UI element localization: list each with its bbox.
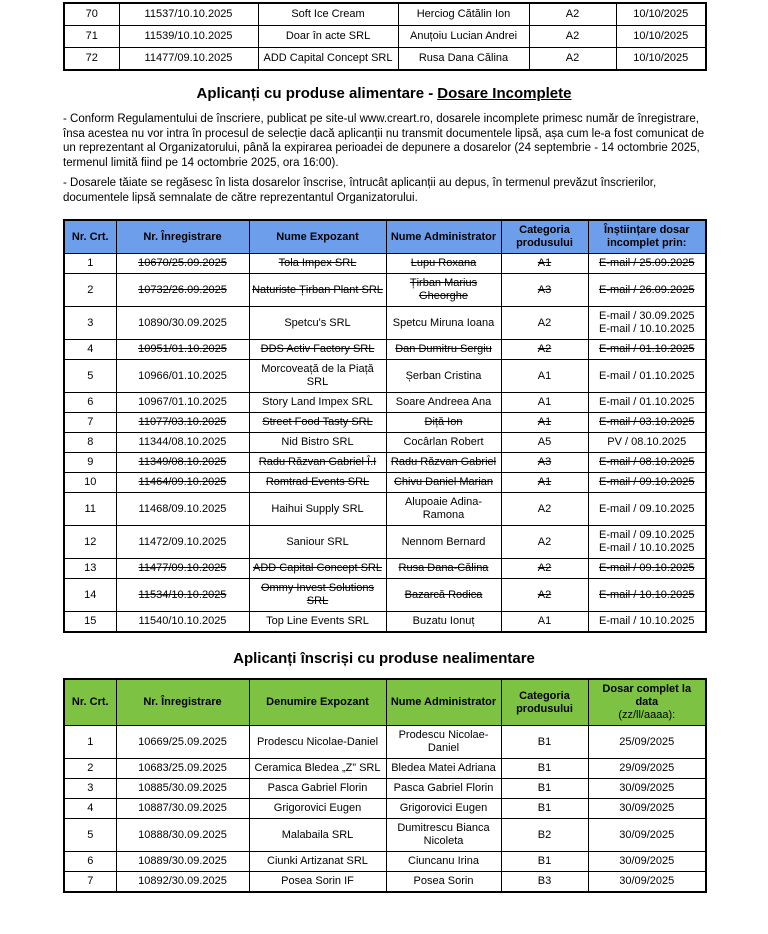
table-cell: 11477/09.10.2025 (116, 559, 249, 579)
table-cell: Nid Bistro SRL (249, 433, 386, 453)
table-cell: 7 (64, 413, 116, 433)
table-cell: 15 (64, 612, 116, 633)
table-cell: 30/09/2025 (588, 872, 706, 893)
table-cell: E-mail / 03.10.2025 (588, 413, 706, 433)
table-cell: B1 (501, 726, 588, 759)
table-cell: Ceramica Bledea „Z” SRL (249, 759, 386, 779)
table-cell: 11 (64, 493, 116, 526)
table-cell: Grigorovici Eugen (386, 799, 501, 819)
table-cell: B1 (501, 779, 588, 799)
table-row (64, 413, 706, 433)
table-cell: E-mail / 09.10.2025 (588, 473, 706, 493)
header-row (64, 220, 706, 254)
table-cell: B3 (501, 872, 588, 893)
table-cell: Ommy Invest Solutions SRL (249, 579, 386, 612)
table-cell: Posea Sorin IF (249, 872, 386, 893)
table-cell: E-mail / 30.09.2025 E-mail / 10.10.2025 (588, 307, 706, 340)
table-cell: A1 (501, 473, 588, 493)
column-header: Denumire Expozant (249, 679, 386, 726)
table-cell: A2 (501, 579, 588, 612)
table-cell: Spetcu's SRL (249, 307, 386, 340)
table-cell: 3 (64, 779, 116, 799)
section-title-prefix: Aplicanți cu produse alimentare - (196, 85, 434, 102)
table-row (64, 26, 706, 48)
table-row (64, 433, 706, 453)
table-cell: 10892/30.09.2025 (116, 872, 249, 893)
table-cell: 11540/10.10.2025 (116, 612, 249, 633)
table-body (64, 3, 706, 70)
column-header: Nr. Crt. (64, 220, 116, 254)
table-cell: Chivu Daniel Marian (386, 473, 501, 493)
table-cell: 10/10/2025 (616, 48, 706, 71)
table-cell: Diță Ion (386, 413, 501, 433)
table-cell: 11472/09.10.2025 (116, 526, 249, 559)
table-cell: B2 (501, 819, 588, 852)
table-cell: A2 (501, 559, 588, 579)
table-cell: E-mail / 26.09.2025 (588, 274, 706, 307)
table-cell: Radu Răzvan Gabriel (386, 453, 501, 473)
table-header (64, 220, 706, 254)
table-cell: B1 (501, 852, 588, 872)
table-cell: Șerban Cristina (386, 360, 501, 393)
table-cell: 30/09/2025 (588, 852, 706, 872)
table-cell: 10890/30.09.2025 (116, 307, 249, 340)
table-cell: Top Line Events SRL (249, 612, 386, 633)
table-row (64, 559, 706, 579)
table-cell: A1 (501, 612, 588, 633)
table-cell: Bledea Matei Adriana (386, 759, 501, 779)
column-header: Înștiințare dosar incomplet prin: (588, 220, 706, 254)
column-header: Nume Administrator (386, 220, 501, 254)
table-cell: 30/09/2025 (588, 799, 706, 819)
table-cell: 12 (64, 526, 116, 559)
table-cell: Ciuncanu Irina (386, 852, 501, 872)
table-cell: Ciunki Artizanat SRL (249, 852, 386, 872)
food-applicants-table-continued (63, 2, 707, 71)
table-cell: ADD Capital Concept SRL (258, 48, 398, 71)
table-cell: Alupoaie Adina-Ramona (386, 493, 501, 526)
table-cell: Prodescu Nicolae-Daniel (386, 726, 501, 759)
table-row (64, 612, 706, 633)
table-cell: 3 (64, 307, 116, 340)
table-cell: Pasca Gabriel Florin (249, 779, 386, 799)
table-cell: 10889/30.09.2025 (116, 852, 249, 872)
table-cell: Lupu Roxana (386, 254, 501, 274)
table-cell: 30/09/2025 (588, 819, 706, 852)
table-cell: 72 (64, 48, 119, 71)
table-row (64, 274, 706, 307)
table-row (64, 453, 706, 473)
table-cell: A2 (529, 3, 616, 26)
table-row (64, 779, 706, 799)
table-cell: E-mail / 10.10.2025 (588, 579, 706, 612)
table-cell: 10/10/2025 (616, 26, 706, 48)
table-cell: E-mail / 09.10.2025 (588, 493, 706, 526)
table-row (64, 360, 706, 393)
table-cell: 11468/09.10.2025 (116, 493, 249, 526)
table-cell: Rusa Dana Călina (398, 48, 529, 71)
table-cell: 2 (64, 759, 116, 779)
table-cell: E-mail / 01.10.2025 (588, 393, 706, 413)
table-cell: A1 (501, 393, 588, 413)
table-cell: ADD Capital Concept SRL (249, 559, 386, 579)
table-row (64, 254, 706, 274)
table-cell: 2 (64, 274, 116, 307)
section-title-incomplete-dossiers (63, 85, 705, 102)
table-cell: E-mail / 08.10.2025 (588, 453, 706, 473)
table-cell: Romtrad Events SRL (249, 473, 386, 493)
column-header: Nr. Înregistrare (116, 220, 249, 254)
table-cell: 10885/30.09.2025 (116, 779, 249, 799)
table-cell: A1 (501, 254, 588, 274)
table-cell: 10887/30.09.2025 (116, 799, 249, 819)
table-row (64, 726, 706, 759)
table-cell: 6 (64, 852, 116, 872)
header-row (64, 679, 706, 726)
table-cell: 1 (64, 254, 116, 274)
table-cell: DDS Activ Factory SRL (249, 340, 386, 360)
table-cell: 71 (64, 26, 119, 48)
column-header: Nr. Crt. (64, 679, 116, 726)
table-cell: B1 (501, 799, 588, 819)
column-header: Categoria produsului (501, 679, 588, 726)
table-body (64, 254, 706, 633)
table-cell: Morcoveață de la Piață SRL (249, 360, 386, 393)
note-paragraph-regulation: - Conform Regulamentului de înscriere, publicat pe site-ul www.creart.ro, dosarele incomplete primesc număr de înregistrare, însa acestea nu vor intra în procesul de selecție dacă aplicanții nu transmit documentele lipsă, așa cum le-a fost comunicat de un reprezentant al Organizatorului, până la expirarea perioadei de depunere a dosarelor (24 septembrie - 14 octombrie 2025, termenul limită fiind pe 14 octombrie 2025, ora 16:00). (63, 113, 705, 169)
table-cell: 1 (64, 726, 116, 759)
table-cell: 4 (64, 340, 116, 360)
table-cell: 10683/25.09.2025 (116, 759, 249, 779)
column-header: Nume Administrator (386, 679, 501, 726)
table-cell: 4 (64, 799, 116, 819)
column-header: Nr. Înregistrare (116, 679, 249, 726)
table-cell: A2 (501, 340, 588, 360)
incomplete-dossiers-table (63, 219, 707, 633)
table-cell: 10951/01.10.2025 (116, 340, 249, 360)
section-title-underlined-part: Dosare Incomplete (437, 85, 572, 102)
table-cell: 11539/10.10.2025 (119, 26, 258, 48)
table-cell: 5 (64, 360, 116, 393)
table-cell: 70 (64, 3, 119, 26)
table-cell: 5 (64, 819, 116, 852)
table-cell: A2 (501, 307, 588, 340)
section-title-nonfood: Aplicanți înscriși cu produse nealimentare (233, 650, 535, 667)
table-cell: A3 (501, 453, 588, 473)
table-cell: 11344/08.10.2025 (116, 433, 249, 453)
table-header (64, 679, 706, 726)
table-cell: Prodescu Nicolae-Daniel (249, 726, 386, 759)
table-cell: E-mail / 09.10.2025 E-mail / 10.10.2025 (588, 526, 706, 559)
table-cell: Soft Ice Cream (258, 3, 398, 26)
table-cell: 11537/10.10.2025 (119, 3, 258, 26)
table-row (64, 340, 706, 360)
table-row (64, 3, 706, 26)
table-cell: Naturiste Țirban Plant SRL (249, 274, 386, 307)
table-cell: 10966/01.10.2025 (116, 360, 249, 393)
table-cell: Buzatu Ionuț (386, 612, 501, 633)
table-row (64, 799, 706, 819)
table-cell: B1 (501, 759, 588, 779)
table-cell: Saniour SRL (249, 526, 386, 559)
table-cell: E-mail / 01.10.2025 (588, 340, 706, 360)
table-cell: A3 (501, 274, 588, 307)
table-cell: 10888/30.09.2025 (116, 819, 249, 852)
table-row (64, 473, 706, 493)
table-cell: Malabaila SRL (249, 819, 386, 852)
table-cell: E-mail / 01.10.2025 (588, 360, 706, 393)
column-header: Nume Expozant (249, 220, 386, 254)
table-row (64, 579, 706, 612)
table-row (64, 759, 706, 779)
table-cell: Doar în acte SRL (258, 26, 398, 48)
table-cell: PV / 08.10.2025 (588, 433, 706, 453)
table-cell: Rusa Dana-Călina (386, 559, 501, 579)
table-cell: 11534/10.10.2025 (116, 579, 249, 612)
table-cell: A5 (501, 433, 588, 453)
table-cell: Radu Răzvan Gabriel Î.I (249, 453, 386, 473)
table-cell: Anuțoiu Lucian Andrei (398, 26, 529, 48)
table-cell: 7 (64, 872, 116, 893)
table-cell: Cocârlan Robert (386, 433, 501, 453)
table-cell: Grigorovici Eugen (249, 799, 386, 819)
table-cell: 10732/26.09.2025 (116, 274, 249, 307)
table-cell: A1 (501, 413, 588, 433)
table-cell: 13 (64, 559, 116, 579)
table-cell: Tola Impex SRL (249, 254, 386, 274)
table-cell: Spetcu Miruna Ioana (386, 307, 501, 340)
table-row (64, 307, 706, 340)
table-cell: 10/10/2025 (616, 3, 706, 26)
table-cell: Țirban Marius Gheorghe (386, 274, 501, 307)
table-cell: Street Food Tasty SRL (249, 413, 386, 433)
table-cell: 9 (64, 453, 116, 473)
table-cell: A2 (529, 26, 616, 48)
table-cell: 14 (64, 579, 116, 612)
table-row (64, 493, 706, 526)
table-cell: E-mail / 10.10.2025 (588, 612, 706, 633)
table-row (64, 526, 706, 559)
table-cell: Haihui Supply SRL (249, 493, 386, 526)
table-cell: 6 (64, 393, 116, 413)
table-cell: 29/09/2025 (588, 759, 706, 779)
table-row (64, 852, 706, 872)
table-body (64, 726, 706, 893)
table-row (64, 872, 706, 893)
table-cell: 10967/01.10.2025 (116, 393, 249, 413)
table-cell: Soare Andreea Ana (386, 393, 501, 413)
table-cell: 25/09/2025 (588, 726, 706, 759)
table-cell: Posea Sorin (386, 872, 501, 893)
column-header: Dosar complet la data (zz/ll/aaaa): (588, 679, 706, 726)
column-header: Categoria produsului (501, 220, 588, 254)
table-cell: 10669/25.09.2025 (116, 726, 249, 759)
table-cell: A2 (529, 48, 616, 71)
table-cell: A2 (501, 493, 588, 526)
note-paragraph-struck-dossiers: - Dosarele tăiate se regăsesc în lista dosarelor înscrise, întrucât aplicanții au depus, în termenul prevăzut înscrierilor, documentele lipsă semnalate de către reprezentantul Organizatorului. (63, 177, 657, 204)
table-cell: E-mail / 09.10.2025 (588, 559, 706, 579)
table-cell: 8 (64, 433, 116, 453)
table-cell: E-mail / 25.09.2025 (588, 254, 706, 274)
table-cell: 10 (64, 473, 116, 493)
table-cell: 30/09/2025 (588, 779, 706, 799)
table-cell: Dumitrescu Bianca Nicoleta (386, 819, 501, 852)
table-cell: 11349/08.10.2025 (116, 453, 249, 473)
table-cell: A2 (501, 526, 588, 559)
table-cell: 11477/09.10.2025 (119, 48, 258, 71)
table-cell: 10670/25.09.2025 (116, 254, 249, 274)
table-row (64, 48, 706, 71)
table-row (64, 393, 706, 413)
table-cell: Herciog Cătălin Ion (398, 3, 529, 26)
table-cell: Bazarcă Rodica (386, 579, 501, 612)
table-cell: Story Land Impex SRL (249, 393, 386, 413)
table-cell: Dan Dumitru Sergiu (386, 340, 501, 360)
table-cell: 11077/03.10.2025 (116, 413, 249, 433)
nonfood-applicants-table (63, 678, 707, 893)
table-row (64, 819, 706, 852)
table-cell: 11464/09.10.2025 (116, 473, 249, 493)
table-cell: A1 (501, 360, 588, 393)
table-cell: Pasca Gabriel Florin (386, 779, 501, 799)
table-cell: Nennom Bernard (386, 526, 501, 559)
